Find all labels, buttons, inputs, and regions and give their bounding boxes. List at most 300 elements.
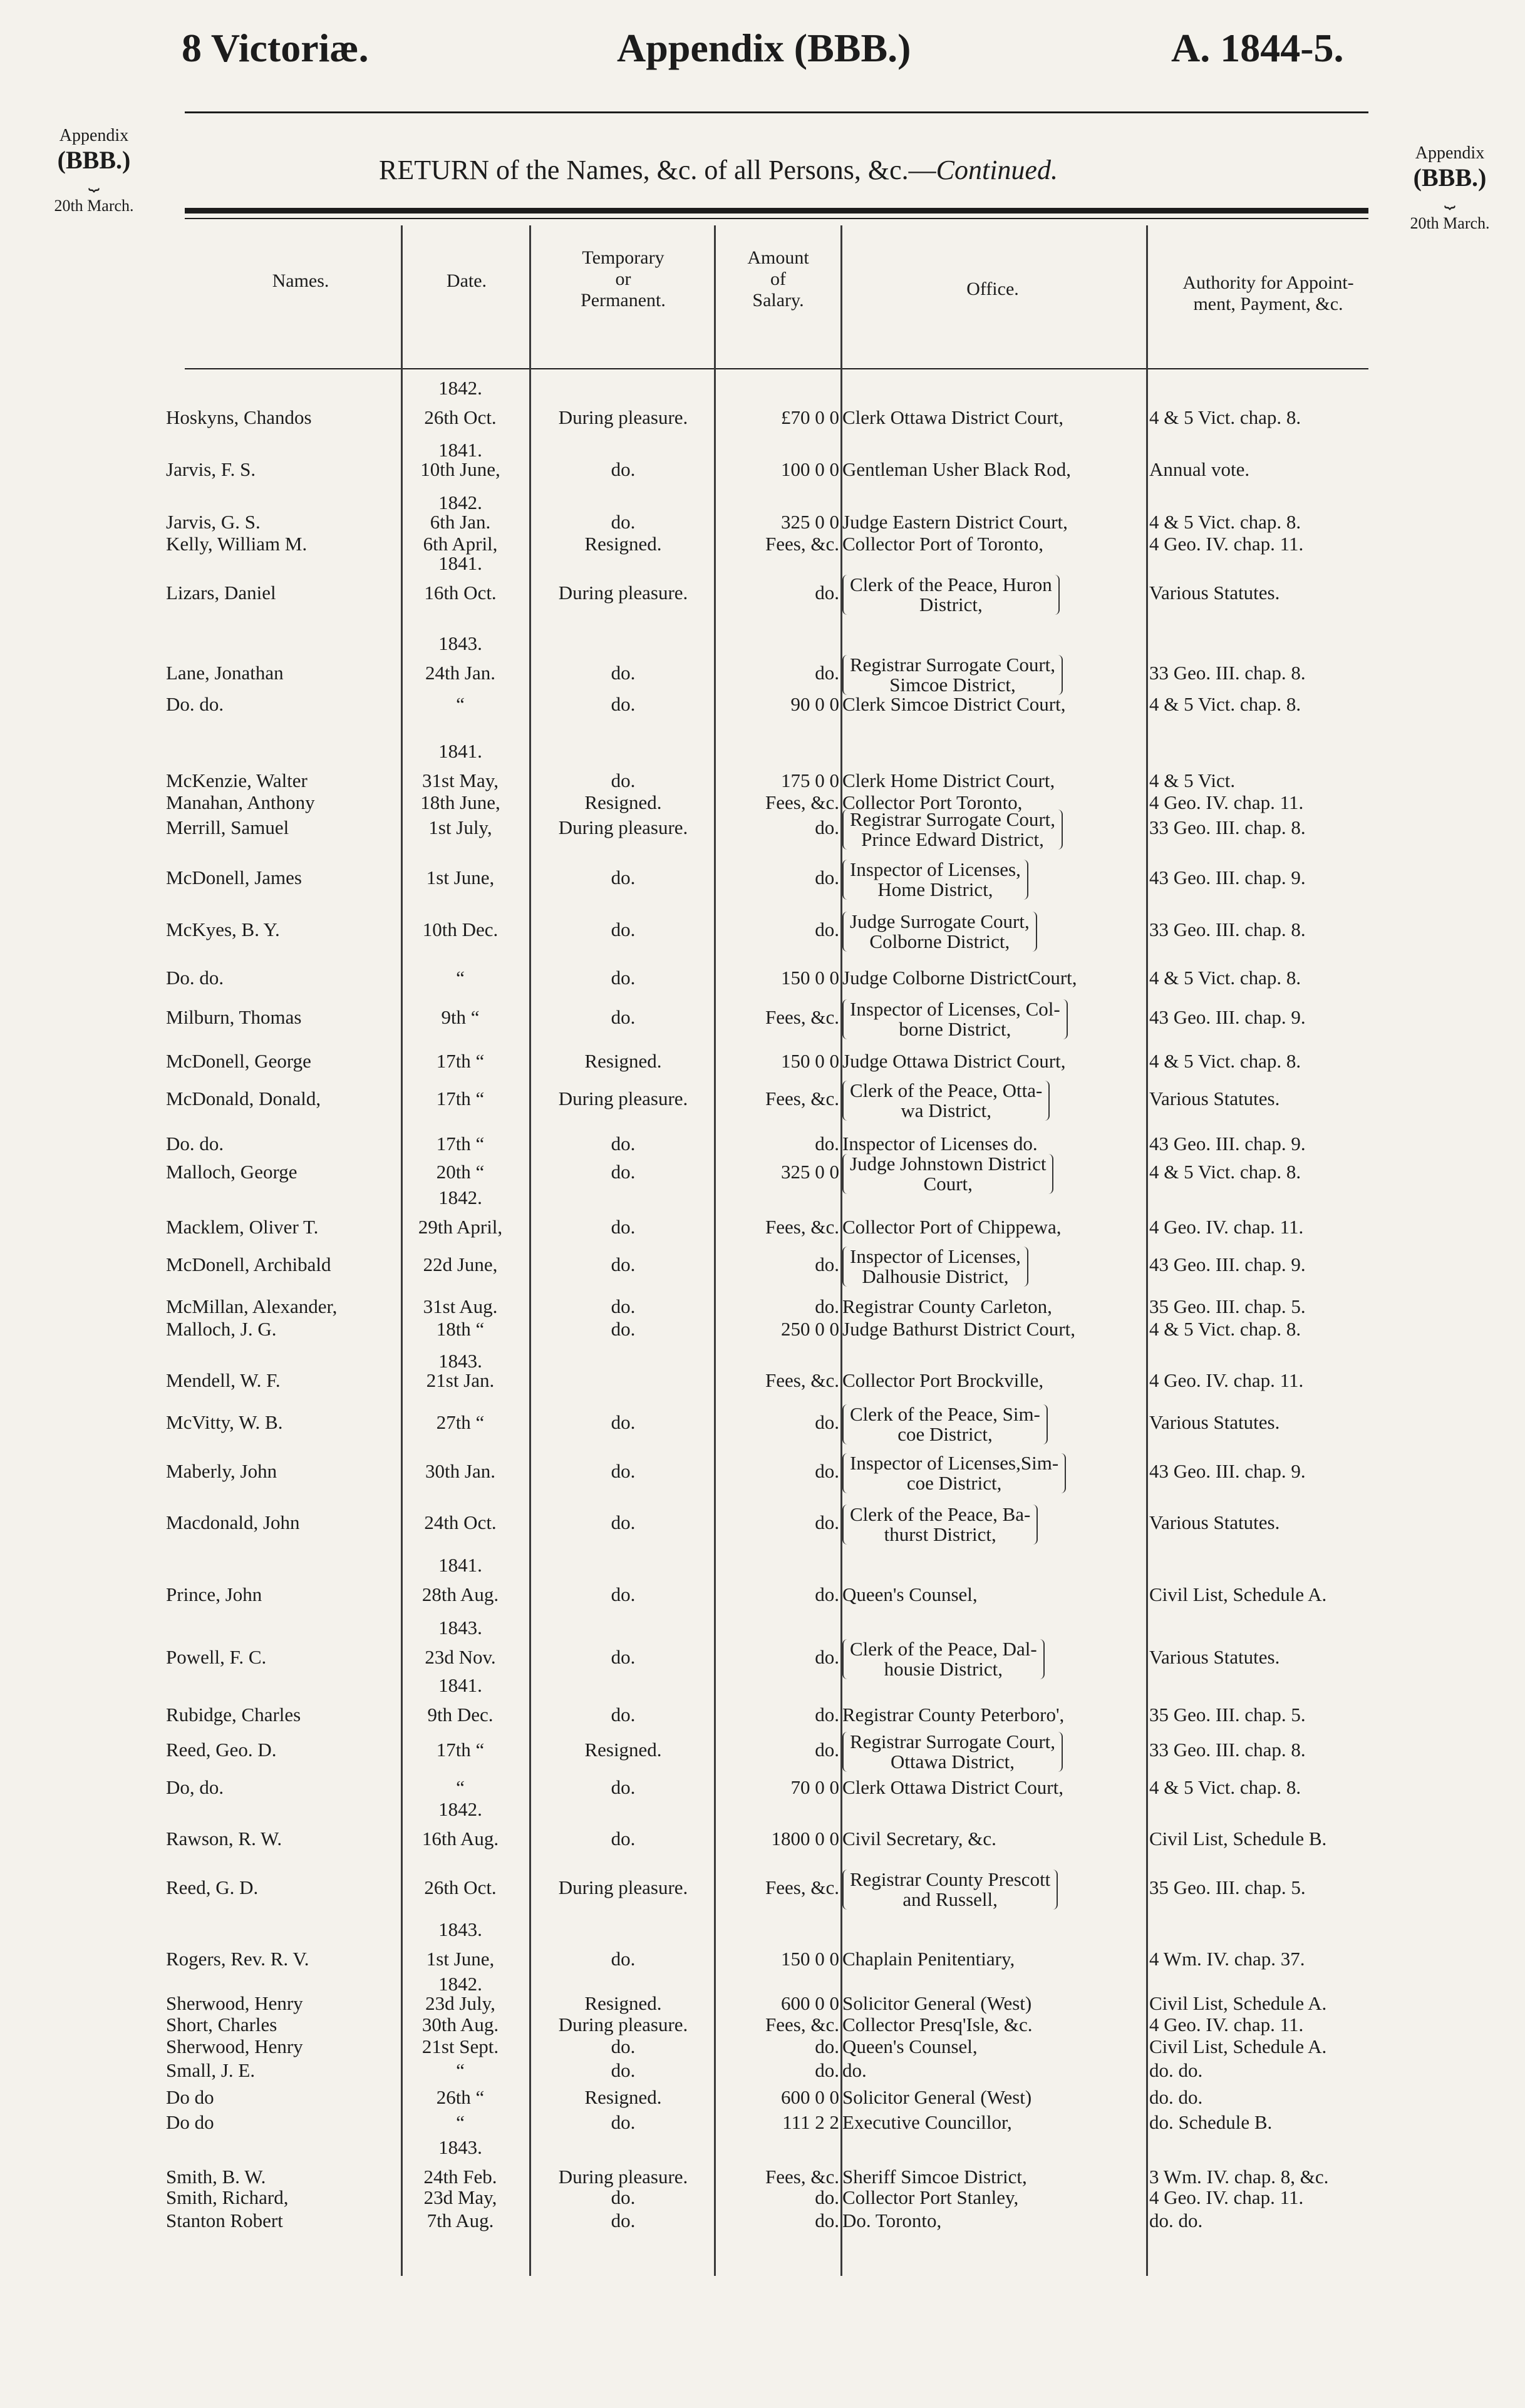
cell-authority: do. Schedule B. xyxy=(1149,2111,1273,2133)
cell-office xyxy=(842,655,1063,695)
year-heading: 1841. xyxy=(438,1674,482,1696)
side-note-right-line1: Appendix xyxy=(1415,143,1485,163)
cell-name: Small, J. E. xyxy=(166,2059,256,2081)
cell-date: 10th June, xyxy=(420,458,500,480)
header-left: 8 Victoriæ. xyxy=(182,26,369,70)
cell-office: Collector Port of Toronto, xyxy=(842,533,1044,555)
cell-office xyxy=(842,1404,1048,1444)
cell-authority: 4 Geo. IV. chap. 11. xyxy=(1149,2014,1304,2035)
cell-authority: 43 Geo. III. chap. 9. xyxy=(1149,1006,1306,1028)
cell-office-line2: coe District, xyxy=(897,1423,993,1445)
cell-amount: do. xyxy=(815,1704,839,1726)
cell-name: Do. do. xyxy=(166,967,224,989)
cell-name: Rogers, Rev. R. V. xyxy=(166,1948,309,1970)
cell-office: Executive Councillor, xyxy=(842,2111,1012,2133)
cell-name: Lizars, Daniel xyxy=(166,582,276,604)
cell-authority: Various Statutes. xyxy=(1149,1088,1280,1109)
cell-date: 23d July, xyxy=(425,1992,495,2014)
cell-office xyxy=(842,912,1037,952)
year-heading: 1841. xyxy=(438,552,482,574)
cell-authority: Civil List, Schedule B. xyxy=(1149,1828,1327,1850)
cell-amount: do. xyxy=(815,1295,839,1317)
cell-name: Sherwood, Henry xyxy=(166,2035,303,2057)
cell-tenure: do. xyxy=(611,1583,636,1605)
cell-authority: 35 Geo. III. chap. 5. xyxy=(1149,1876,1306,1898)
cell-office: Collector Presq'Isle, &c. xyxy=(842,2014,1033,2035)
cell-office xyxy=(842,1732,1063,1772)
cell-authority: do. do. xyxy=(1149,2059,1203,2081)
cell-office-line1: Registrar Surrogate Court, xyxy=(850,1731,1056,1752)
cell-name: Reed, Geo. D. xyxy=(166,1739,277,1761)
cell-amount: do. xyxy=(815,662,839,684)
cell-date: 24th Feb. xyxy=(423,2166,497,2188)
cell-tenure: do. xyxy=(611,2035,636,2057)
cell-tenure: do. xyxy=(611,1318,636,1340)
cell-tenure: Resigned. xyxy=(584,1992,662,2014)
side-note-left-date: 20th March. xyxy=(54,197,134,215)
cell-name: Hoskyns, Chandos xyxy=(166,406,312,428)
cell-name: Jarvis, F. S. xyxy=(166,458,256,480)
cell-date: 31st May, xyxy=(422,769,499,791)
column-header-date xyxy=(407,270,526,292)
cell-amount: Fees, &c. xyxy=(765,1088,839,1109)
column-header-temporary xyxy=(532,247,714,311)
cell-authority: 33 Geo. III. chap. 8. xyxy=(1149,1739,1306,1761)
cell-authority: 4 & 5 Vict. chap. 8. xyxy=(1149,1050,1301,1072)
cell-tenure: do. xyxy=(611,1828,636,1850)
cell-tenure: do. xyxy=(611,693,636,715)
cell-tenure: Resigned. xyxy=(584,1739,662,1761)
cell-office xyxy=(842,1639,1045,1679)
cell-date: 23d Nov. xyxy=(425,1646,496,1668)
cell-tenure: do. xyxy=(611,867,636,888)
cell-date: “ xyxy=(456,2059,465,2081)
cell-date: 17th “ xyxy=(436,1133,485,1155)
cell-tenure: do. xyxy=(611,1704,636,1726)
cell-office-line2: Court, xyxy=(923,1173,973,1195)
column-header-temporary-line3: Permanent. xyxy=(581,290,666,311)
cell-amount: 150 0 0 xyxy=(781,1050,839,1072)
cell-name: Stanton Robert xyxy=(166,2210,283,2231)
cell-name: Merrill, Samuel xyxy=(166,816,289,838)
cell-amount: do. xyxy=(815,1583,839,1605)
cell-amount: 150 0 0 xyxy=(781,967,839,989)
cell-authority: do. do. xyxy=(1149,2210,1203,2231)
cell-date: 24th Jan. xyxy=(425,662,495,684)
cell-date: “ xyxy=(456,967,465,989)
divider-date-right xyxy=(529,225,531,2276)
cell-authority: do. do. xyxy=(1149,2086,1203,2108)
cell-name: Lane, Jonathan xyxy=(166,662,284,684)
cell-office: Chaplain Penitentiary, xyxy=(842,1948,1015,1970)
cell-office-line2: Simcoe District, xyxy=(889,674,1016,696)
column-header-amount-line3: Salary. xyxy=(752,290,804,311)
cell-date: 1st June, xyxy=(426,1948,495,1970)
cell-amount: 250 0 0 xyxy=(781,1318,839,1340)
cell-amount: 600 0 0 xyxy=(781,2086,839,2108)
cell-authority: Civil List, Schedule A. xyxy=(1149,1992,1327,2014)
cell-office-line1: Registrar Surrogate Court, xyxy=(850,808,1056,830)
cell-office-line2: Ottawa District, xyxy=(891,1751,1015,1773)
cell-office: Judge Colborne DistrictCourt, xyxy=(842,967,1077,989)
cell-tenure: Resigned. xyxy=(584,2086,662,2108)
cell-date: 24th Oct. xyxy=(424,1511,497,1533)
cell-date: 20th “ xyxy=(436,1161,485,1183)
cell-authority: 4 Geo. IV. chap. 11. xyxy=(1149,791,1304,813)
cell-name: Sherwood, Henry xyxy=(166,1992,303,2014)
column-header-names-text: Names. xyxy=(272,270,329,291)
cell-authority: 3 Wm. IV. chap. 8, &c. xyxy=(1149,2166,1329,2188)
cell-amount: do. xyxy=(815,1646,839,1668)
column-header-authority-line2: ment, Payment, &c. xyxy=(1193,294,1343,314)
cell-tenure: Resigned. xyxy=(584,791,662,813)
cell-office: Judge Bathurst District Court, xyxy=(842,1318,1075,1340)
cell-amount: do. xyxy=(815,1253,839,1275)
cell-office: Clerk Ottawa District Court, xyxy=(842,406,1063,428)
year-heading: 1842. xyxy=(438,491,482,513)
cell-name: Smith, Richard, xyxy=(166,2186,289,2208)
column-header-office xyxy=(842,279,1143,300)
cell-authority: 4 & 5 Vict. chap. 8. xyxy=(1149,1161,1301,1183)
cell-amount: do. xyxy=(815,1739,839,1761)
cell-date: 31st Aug. xyxy=(423,1295,498,1317)
cell-name: Malloch, J. G. xyxy=(166,1318,277,1340)
cell-office: Clerk Simcoe District Court, xyxy=(842,693,1066,715)
cell-name: Reed, G. D. xyxy=(166,1876,259,1898)
cell-office: Sheriff Simcoe District, xyxy=(842,2166,1027,2188)
cell-office-line1: Registrar County Prescott xyxy=(850,1868,1051,1890)
cell-office-line1: Inspector of Licenses, xyxy=(850,1245,1021,1267)
column-header-amount xyxy=(717,247,839,311)
cell-date: 30th Aug. xyxy=(421,2014,499,2035)
cell-office-line2: borne District, xyxy=(899,1018,1011,1040)
cell-date: 23d May, xyxy=(423,2186,497,2208)
cell-office: Clerk Ottawa District Court, xyxy=(842,1776,1063,1798)
cell-date: “ xyxy=(456,2111,465,2133)
cell-office xyxy=(842,1247,1028,1287)
cell-authority: Various Statutes. xyxy=(1149,1646,1280,1668)
side-note-left xyxy=(31,125,157,217)
cell-office: Solicitor General (West) xyxy=(842,2086,1032,2108)
cell-amount: 100 0 0 xyxy=(781,458,839,480)
year-heading: 1842. xyxy=(438,1186,482,1208)
cell-amount: Fees, &c. xyxy=(765,1876,839,1898)
cell-tenure: do. xyxy=(611,1253,636,1275)
cell-name: Manahan, Anthony xyxy=(166,791,315,813)
cell-tenure: do. xyxy=(611,2186,636,2208)
side-note-right-brace: ⏟ xyxy=(1444,188,1455,208)
cell-office-line1: Clerk of the Peace, Dal- xyxy=(850,1638,1037,1660)
cell-authority: 4 & 5 Vict. xyxy=(1149,769,1236,791)
cell-name: Macdonald, John xyxy=(166,1511,300,1533)
cell-tenure: do. xyxy=(611,1006,636,1028)
cell-date: 1st June, xyxy=(426,867,495,888)
cell-date: 28th Aug. xyxy=(421,1583,499,1605)
side-note-left-brace: ⏟ xyxy=(88,170,100,191)
year-heading: 1841. xyxy=(438,740,482,762)
side-note-right-line2: (BBB.) xyxy=(1413,163,1487,192)
cell-name: McDonell, George xyxy=(166,1050,311,1072)
year-heading: 1842. xyxy=(438,1798,482,1820)
cell-office: Judge Eastern District Court, xyxy=(842,511,1068,533)
cell-tenure: do. xyxy=(611,918,636,940)
column-header-office-text: Office. xyxy=(966,279,1019,299)
cell-office-line1: Inspector of Licenses,Sim- xyxy=(850,1452,1059,1474)
cell-tenure: During pleasure. xyxy=(558,1876,688,1898)
cell-tenure: Resigned. xyxy=(584,533,662,555)
cell-office: Collector Port Stanley, xyxy=(842,2186,1019,2208)
cell-authority: 43 Geo. III. chap. 9. xyxy=(1149,1133,1306,1155)
cell-amount: do. xyxy=(815,1460,839,1482)
cell-name: Rawson, R. W. xyxy=(166,1828,282,1850)
cell-authority: 33 Geo. III. chap. 8. xyxy=(1149,816,1306,838)
cell-authority: 43 Geo. III. chap. 9. xyxy=(1149,1253,1306,1275)
cell-date: 7th Aug. xyxy=(426,2210,494,2231)
cell-office-line1: Clerk of the Peace, Huron xyxy=(850,574,1052,595)
cell-name: McDonell, Archibald xyxy=(166,1253,331,1275)
cell-authority: 4 Geo. IV. chap. 11. xyxy=(1149,2186,1304,2208)
cell-authority: 35 Geo. III. chap. 5. xyxy=(1149,1704,1306,1726)
cell-tenure: do. xyxy=(611,511,636,533)
column-header-temporary-line1: Temporary xyxy=(582,247,664,268)
page-title-main: RETURN of the Names, &c. of all Persons, &c.— xyxy=(379,155,936,185)
cell-authority: 4 Geo. IV. chap. 11. xyxy=(1149,1369,1304,1391)
cell-authority: 4 & 5 Vict. chap. 8. xyxy=(1149,967,1301,989)
top-rule-thin-2 xyxy=(185,218,1368,219)
cell-authority: 33 Geo. III. chap. 8. xyxy=(1149,662,1306,684)
cell-date: 6th April, xyxy=(423,533,498,555)
cell-office: Collector Port Brockville, xyxy=(842,1369,1044,1391)
cell-office xyxy=(842,575,1060,615)
cell-name: Kelly, William M. xyxy=(166,533,308,555)
cell-office xyxy=(842,1154,1053,1194)
cell-date: 26th Oct. xyxy=(424,1876,497,1898)
cell-office: Registrar County Peterboro', xyxy=(842,1704,1065,1726)
cell-amount: do. xyxy=(815,1133,839,1155)
cell-amount: 111 2 2 xyxy=(782,2111,839,2133)
cell-office: Gentleman Usher Black Rod, xyxy=(842,458,1072,480)
cell-authority: 4 & 5 Vict. chap. 8. xyxy=(1149,511,1301,533)
cell-tenure: do. xyxy=(611,458,636,480)
cell-date: “ xyxy=(456,693,465,715)
cell-office-line1: Inspector of Licenses, xyxy=(850,858,1021,880)
cell-date: 10th Dec. xyxy=(422,918,499,940)
cell-date: 22d June, xyxy=(423,1253,498,1275)
cell-name: Macklem, Oliver T. xyxy=(166,1216,319,1238)
cell-name: Do. do. xyxy=(166,1133,224,1155)
cell-tenure: do. xyxy=(611,2210,636,2231)
year-heading: 1842. xyxy=(438,1973,482,1995)
cell-amount: do. xyxy=(815,2059,839,2081)
cell-tenure: During pleasure. xyxy=(558,816,688,838)
column-header-temporary-line2: or xyxy=(615,269,631,289)
side-note-right-date: 20th March. xyxy=(1410,214,1490,232)
cell-office: Clerk Home District Court, xyxy=(842,769,1055,791)
cell-amount: Fees, &c. xyxy=(765,2014,839,2035)
cell-amount: 70 0 0 xyxy=(790,1776,839,1798)
cell-office-line1: Inspector of Licenses, Col- xyxy=(850,998,1060,1020)
cell-tenure: do. xyxy=(611,1460,636,1482)
cell-name: Short, Charles xyxy=(166,2014,277,2035)
cell-name: Smith, B. W. xyxy=(166,2166,266,2188)
cell-office-line1: Clerk of the Peace, Ba- xyxy=(850,1503,1031,1525)
column-header-names xyxy=(238,270,363,292)
cell-name: Powell, F. C. xyxy=(166,1646,267,1668)
cell-name: Do. do. xyxy=(166,693,224,715)
cell-tenure: do. xyxy=(611,2059,636,2081)
cell-office-line1: Clerk of the Peace, Sim- xyxy=(850,1403,1040,1425)
column-header-authority-line1: Authority for Appoint- xyxy=(1182,272,1354,293)
cell-amount: Fees, &c. xyxy=(765,791,839,813)
cell-office: Collector Port of Chippewa, xyxy=(842,1216,1062,1238)
cell-date: 9th Dec. xyxy=(427,1704,494,1726)
cell-office: Collector Port Toronto, xyxy=(842,791,1023,813)
cell-date: 26th Oct. xyxy=(424,406,497,428)
cell-tenure: do. xyxy=(611,1161,636,1183)
cell-amount: do. xyxy=(815,867,839,888)
cell-date: 18th “ xyxy=(436,1318,485,1340)
cell-office: Registrar County Carleton, xyxy=(842,1295,1052,1317)
cell-amount: Fees, &c. xyxy=(765,1216,839,1238)
cell-office-line2: Colborne District, xyxy=(869,930,1010,952)
cell-date: 21st Sept. xyxy=(421,2035,499,2057)
cell-date: 6th Jan. xyxy=(430,511,491,533)
cell-tenure: During pleasure. xyxy=(558,2014,688,2035)
cell-office: Judge Ottawa District Court, xyxy=(842,1050,1066,1072)
year-heading: 1843. xyxy=(438,632,482,654)
page-title xyxy=(379,154,1058,186)
column-header-amount-line2: of xyxy=(770,269,786,289)
cell-tenure: During pleasure. xyxy=(558,406,688,428)
cell-authority: Various Statutes. xyxy=(1149,1411,1280,1433)
cell-office-line2: housie District, xyxy=(884,1658,1003,1680)
cell-name: Do do xyxy=(166,2086,214,2108)
cell-date: 26th “ xyxy=(436,2086,485,2108)
cell-office: Queen's Counsel, xyxy=(842,2035,978,2057)
year-heading: 1843. xyxy=(438,1918,482,1940)
cell-authority: 4 & 5 Vict. chap. 8. xyxy=(1149,406,1301,428)
cell-office: Do. Toronto, xyxy=(842,2210,942,2231)
cell-name: Mendell, W. F. xyxy=(166,1369,281,1391)
cell-amount: Fees, &c. xyxy=(765,533,839,555)
cell-amount: do. xyxy=(815,582,839,604)
year-heading: 1841. xyxy=(438,1554,482,1576)
cell-tenure: do. xyxy=(611,1295,636,1317)
header-center: Appendix (BBB.) xyxy=(617,26,911,70)
cell-office xyxy=(842,1081,1050,1121)
divider-authority-left xyxy=(1146,225,1148,2276)
cell-authority: Civil List, Schedule A. xyxy=(1149,2035,1327,2057)
cell-name: Milburn, Thomas xyxy=(166,1006,302,1028)
year-heading: 1843. xyxy=(438,1350,482,1372)
cell-amount: do. xyxy=(815,918,839,940)
cell-office: Civil Secretary, &c. xyxy=(842,1828,996,1850)
cell-office-line2: thurst District, xyxy=(884,1523,996,1545)
cell-date: 16th Aug. xyxy=(421,1828,499,1850)
cell-name: McDonell, James xyxy=(166,867,302,888)
cell-authority: Civil List, Schedule A. xyxy=(1149,1583,1327,1605)
cell-name: Do, do. xyxy=(166,1776,224,1798)
cell-name: Prince, John xyxy=(166,1583,262,1605)
column-header-date-text: Date. xyxy=(446,270,487,291)
cell-office-line2: wa District, xyxy=(901,1099,991,1121)
cell-authority: 4 Geo. IV. chap. 11. xyxy=(1149,1216,1304,1238)
cell-tenure: do. xyxy=(611,1133,636,1155)
cell-office-line2: Home District, xyxy=(877,878,993,900)
cell-tenure: do. xyxy=(611,2111,636,2133)
cell-office xyxy=(842,999,1068,1039)
cell-office: Queen's Counsel, xyxy=(842,1583,978,1605)
cell-tenure: Resigned. xyxy=(584,1050,662,1072)
cell-office xyxy=(842,1870,1058,1910)
cell-office: do. xyxy=(842,2059,867,2081)
cell-amount: 600 0 0 xyxy=(781,1992,839,2014)
cell-date: 18th June, xyxy=(420,791,500,813)
cell-date: 30th Jan. xyxy=(425,1460,495,1482)
cell-office: Inspector of Licenses do. xyxy=(842,1133,1038,1155)
cell-date: 9th “ xyxy=(441,1006,480,1028)
year-heading: 1843. xyxy=(438,2136,482,2158)
cell-authority: 35 Geo. III. chap. 5. xyxy=(1149,1295,1306,1317)
cell-amount: Fees, &c. xyxy=(765,1369,839,1391)
cell-name: Malloch, George xyxy=(166,1161,297,1183)
cell-amount: 325 0 0 xyxy=(781,511,839,533)
cell-amount: do. xyxy=(815,2186,839,2208)
page-title-continued: Continued. xyxy=(936,155,1058,185)
year-heading: 1842. xyxy=(438,377,482,399)
cell-tenure: do. xyxy=(611,662,636,684)
cell-office xyxy=(842,810,1063,850)
cell-amount: do. xyxy=(815,816,839,838)
cell-date: 29th April, xyxy=(418,1216,503,1238)
year-heading: 1841. xyxy=(438,439,482,461)
cell-amount: £70 0 0 xyxy=(781,406,839,428)
cell-office xyxy=(842,860,1028,900)
cell-amount: Fees, &c. xyxy=(765,2166,839,2188)
cell-office-line1: Registrar Surrogate Court, xyxy=(850,654,1056,676)
cell-authority: Annual vote. xyxy=(1149,458,1250,480)
cell-name: Jarvis, G. S. xyxy=(166,511,261,533)
cell-amount: do. xyxy=(815,1511,839,1533)
cell-office: Solicitor General (West) xyxy=(842,1992,1032,2014)
top-rule-thick xyxy=(185,208,1368,214)
cell-authority: 4 Wm. IV. chap. 37. xyxy=(1149,1948,1305,1970)
cell-name: McKenzie, Walter xyxy=(166,769,308,791)
cell-date: 17th “ xyxy=(436,1088,485,1109)
cell-name: McKyes, B. Y. xyxy=(166,918,280,940)
column-header-authority xyxy=(1149,272,1387,315)
cell-amount: 175 0 0 xyxy=(781,769,839,791)
cell-tenure: do. xyxy=(611,1776,636,1798)
side-note-right xyxy=(1387,143,1512,234)
cell-office xyxy=(842,1505,1038,1545)
cell-authority: 4 & 5 Vict. chap. 8. xyxy=(1149,693,1301,715)
cell-authority: Various Statutes. xyxy=(1149,582,1280,604)
cell-date: 16th Oct. xyxy=(424,582,497,604)
cell-tenure: do. xyxy=(611,769,636,791)
cell-amount: 1800 0 0 xyxy=(771,1828,839,1850)
cell-name: McMillan, Alexander, xyxy=(166,1295,338,1317)
cell-date: 21st Jan. xyxy=(426,1369,495,1391)
cell-tenure: do. xyxy=(611,1511,636,1533)
cell-name: McVitty, W. B. xyxy=(166,1411,283,1433)
cell-authority: Various Statutes. xyxy=(1149,1511,1280,1533)
side-note-left-line1: Appendix xyxy=(59,126,129,145)
cell-name: Maberly, John xyxy=(166,1460,277,1482)
cell-tenure: During pleasure. xyxy=(558,2166,688,2188)
cell-office-line2: and Russell, xyxy=(902,1888,998,1910)
header-under-rule xyxy=(185,368,1368,369)
